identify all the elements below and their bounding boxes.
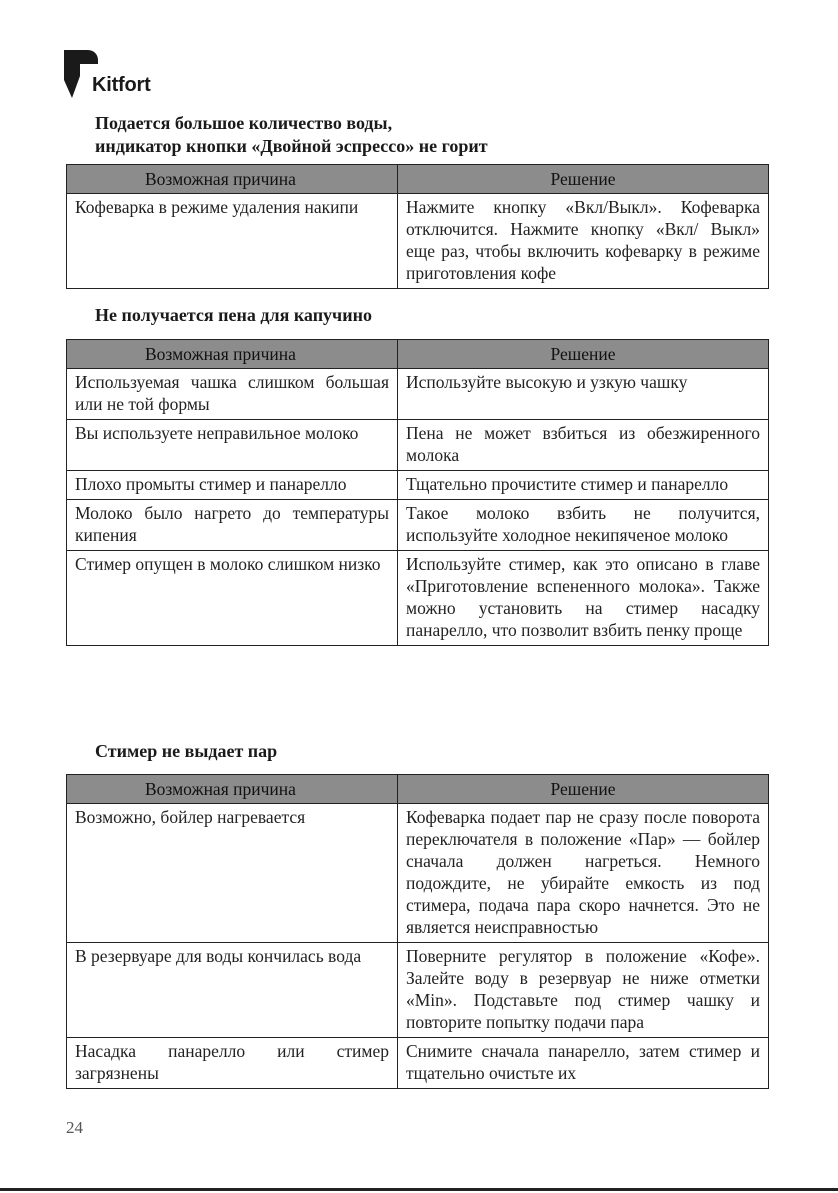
- table-row: [67, 1038, 769, 1089]
- cause-cell: Насадка панарелло или стимер загрязнены: [67, 1038, 398, 1089]
- solution-cell: Снимите сначала панарелло, затем стимер и тщательно очистьте их: [398, 1038, 769, 1089]
- solution-cell: Используйте высокую и узкую чашку: [398, 369, 769, 420]
- section-2-table: [66, 339, 769, 646]
- cause-cell: Вы используете неправильное молоко: [67, 420, 398, 471]
- page-number: 24: [66, 1118, 83, 1137]
- table-row: [67, 369, 769, 420]
- solution-cell: Используйте стимер, как это описано в главе «Приготовление вспененного молока». Также можно установить на стимер насадку панарелло, что позволит взбить пенку проще: [398, 551, 769, 646]
- table-row: [67, 194, 769, 289]
- section-3-title: [95, 740, 277, 763]
- table-header-row: [67, 165, 769, 194]
- table-header-row: [67, 775, 769, 804]
- column-header-solution: Решение: [398, 165, 769, 194]
- brand-logo: [64, 50, 204, 98]
- solution-cell: Пена не может взбиться из обезжиренного молока: [398, 420, 769, 471]
- section-1-table: [66, 164, 769, 289]
- table-row: [67, 420, 769, 471]
- cause-cell: Используемая чашка слишком большая или не той формы: [67, 369, 398, 420]
- table-row: [67, 471, 769, 500]
- table-row: [67, 804, 769, 943]
- cause-cell: Молоко было нагрето до температуры кипения: [67, 500, 398, 551]
- table-row: [67, 943, 769, 1038]
- cause-cell: Кофеварка в режиме удаления накипи: [67, 194, 398, 289]
- table-row: [67, 500, 769, 551]
- solution-cell: Нажмите кнопку «Вкл/Выкл». Кофеварка отключится. Нажмите кнопку «Вкл/ Выкл» еще раз, чтобы включить кофеварку в режиме приготовления кофе: [398, 194, 769, 289]
- section-1-title-line-2: индикатор кнопки «Двойной эспрессо» не горит: [95, 136, 488, 156]
- section-2-title: [95, 304, 372, 327]
- table-row: [67, 551, 769, 646]
- section-3-table: [66, 774, 769, 1089]
- cause-cell: Возможно, бойлер нагревается: [67, 804, 398, 943]
- solution-cell: Тщательно прочистите стимер и панарелло: [398, 471, 769, 500]
- column-header-cause: Возможная причина: [67, 775, 398, 804]
- solution-cell: Такое молоко взбить не получится, используйте холодное некипяченое молоко: [398, 500, 769, 551]
- section-2-title-line-1: Не получается пена для капучино: [95, 305, 372, 325]
- column-header-solution: Решение: [398, 340, 769, 369]
- column-header-cause: Возможная причина: [67, 165, 398, 194]
- section-3-title-line-1: Стимер не выдает пар: [95, 741, 278, 761]
- table-header-row: [67, 340, 769, 369]
- cause-cell: В резервуаре для воды кончилась вода: [67, 943, 398, 1038]
- brand-name: Kitfort: [92, 74, 151, 96]
- solution-cell: Поверните регулятор в положение «Кофе». Залейте воду в резервуар не ниже отметки «Min». Подставьте под стимер чашку и повторите попытку подачи пара: [398, 943, 769, 1038]
- cause-cell: Плохо промыты стимер и панарелло: [67, 471, 398, 500]
- section-1-title: [95, 112, 488, 158]
- column-header-solution: Решение: [398, 775, 769, 804]
- solution-cell: Кофеварка подает пар не сразу после поворота переключателя в положение «Пар» — бойлер сначала должен нагреться. Немного подождите, не убирайте емкость из под стимера, подача пара скоро начнется. Это не является неисправностью: [398, 804, 769, 943]
- column-header-cause: Возможная причина: [67, 340, 398, 369]
- section-1-title-line-1: Подается большое количество воды,: [95, 113, 393, 133]
- cause-cell: Стимер опущен в молоко слишком низко: [67, 551, 398, 646]
- bottom-rule: [0, 1188, 838, 1191]
